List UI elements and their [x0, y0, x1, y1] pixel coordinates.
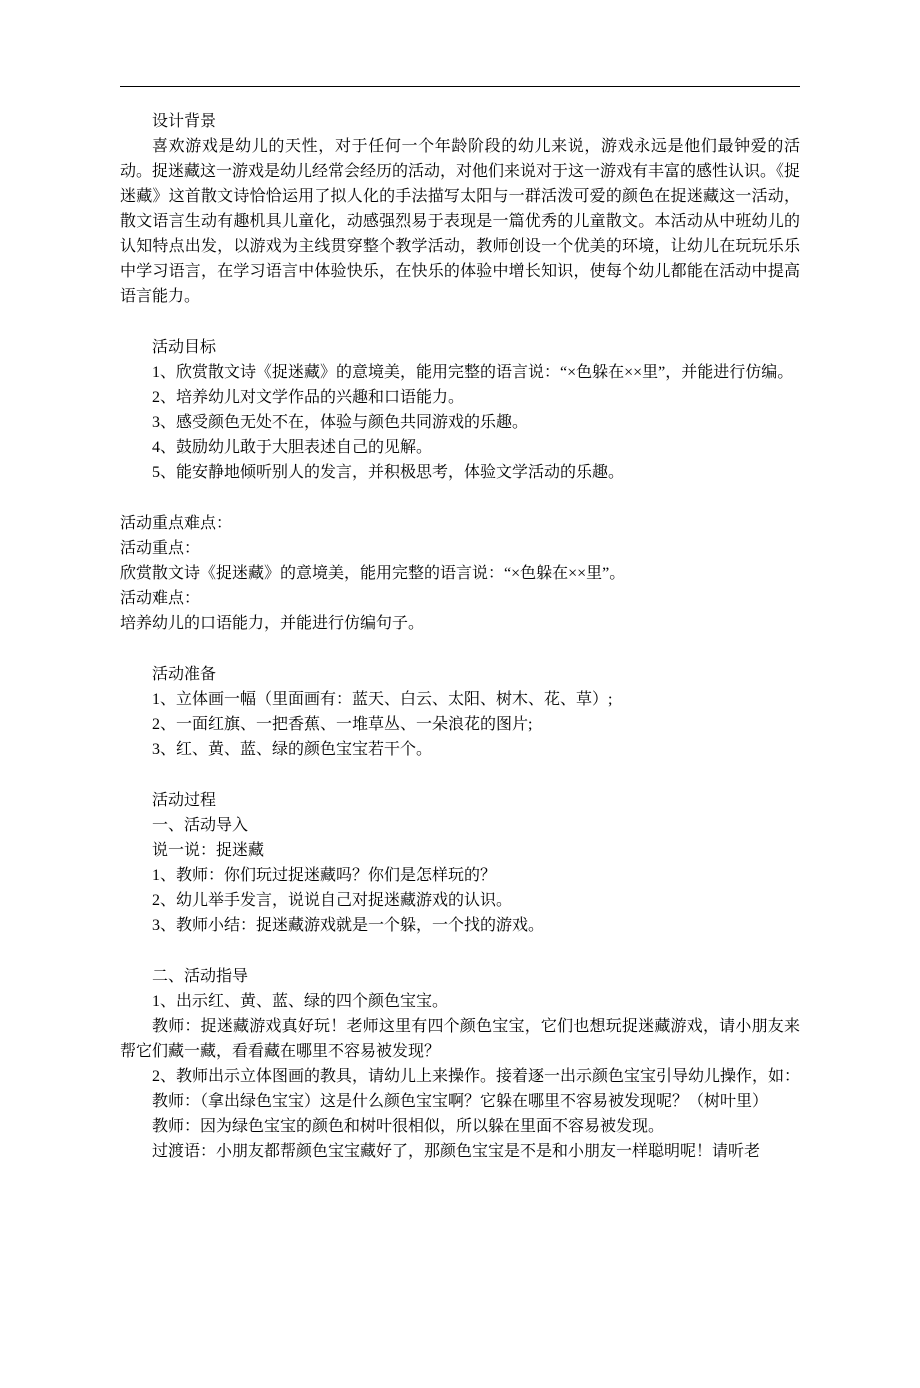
paragraph: 活动过程 — [152, 792, 217, 809]
paragraph: 1、出示红、黄、蓝、绿的四个颜色宝宝。 — [152, 993, 449, 1010]
paragraph: 3、教师小结：捉迷藏游戏就是一个躲，一个找的游戏。 — [152, 917, 545, 934]
paragraph: 2、一面红旗、一把香蕉、一堆草丛、一朵浪花的图片; — [152, 716, 533, 733]
paragraph: 活动重点： — [120, 540, 201, 557]
paragraph: 1、教师：你们玩过捉迷藏吗？你们是怎样玩的？ — [152, 867, 497, 884]
paragraph: 设计背景 — [152, 113, 217, 130]
paragraph: 教师：因为绿色宝宝的颜色和树叶很相似，所以躲在里面不容易被发现。 — [152, 1118, 665, 1135]
paragraph: 过渡语：小朋友都帮颜色宝宝藏好了，那颜色宝宝是不是和小朋友一样聪明呢！请听老 — [152, 1143, 761, 1160]
header-rule — [120, 86, 800, 87]
paragraph: 4、鼓励幼儿敢于大胆表述自己的见解。 — [152, 439, 433, 456]
paragraph: 1、立体画一幅（里面画有：蓝天、白云、太阳、树木、花、草）; — [152, 691, 613, 708]
paragraph: 1、欣赏散文诗《捉迷藏》的意境美，能用完整的语言说：“×色躲在××里”，并能进行仿编。 — [152, 364, 794, 381]
paragraph: 2、教师出示立体图画的教具，请幼儿上来操作。接着逐一出示颜色宝宝引导幼儿操作，如： — [152, 1068, 801, 1085]
paragraph: 5、能安静地倾听别人的发言，并积极思考，体验文学活动的乐趣。 — [152, 464, 625, 481]
document-page — [0, 86, 920, 1388]
paragraph: 欣赏散文诗《捉迷藏》的意境美，能用完整的语言说：“×色躲在××里”。 — [120, 565, 626, 582]
paragraph: 活动难点： — [120, 590, 201, 607]
paragraph: 活动目标 — [152, 339, 217, 356]
paragraph: 二、活动指导 — [152, 968, 249, 985]
paragraph: 教师：（拿出绿色宝宝）这是什么颜色宝宝啊？它躲在哪里不容易被发现呢？（树叶里） — [152, 1093, 769, 1110]
paragraph: 活动重点难点： — [120, 515, 233, 532]
paragraph: 说一说：捉迷藏 — [152, 842, 265, 859]
document-body — [120, 109, 800, 1164]
paragraph: 3、感受颜色无处不在，体验与颜色共同游戏的乐趣。 — [152, 414, 529, 431]
paragraph: 喜欢游戏是幼儿的天性，对于任何一个年龄阶段的幼儿来说，游戏永远是他们最钟爱的活动。捉迷藏这一游戏是幼儿经常会经历的活动，对他们来说对于这一游戏有丰富的感性认识。《捉迷藏》这首散文诗恰恰运用了拟人化的手法描写太阳与一群活泼可爱的颜色在捉迷藏这一活动，散文语言生动有趣机具儿童化，动感强烈易于表现是一篇优秀的儿童散文。本活动从中班幼儿的认知特点出发，以游戏为主线贯穿整个教学活动，教师创设一个优美的环境，让幼儿在玩玩乐乐中学习语言，在学习语言中体验快乐，在快乐的体验中增长知识，使每个幼儿都能在活动中提高语言能力。 — [120, 138, 801, 305]
paragraph: 活动准备 — [152, 666, 217, 683]
paragraph: 3、红、黄、蓝、绿的颜色宝宝若干个。 — [152, 741, 433, 758]
paragraph: 2、幼儿举手发言，说说自己对捉迷藏游戏的认识。 — [152, 892, 513, 909]
paragraph: 一、活动导入 — [152, 817, 249, 834]
paragraph: 2、培养幼儿对文学作品的兴趣和口语能力。 — [152, 389, 465, 406]
paragraph: 培养幼儿的口语能力，并能进行仿编句子。 — [120, 615, 425, 632]
paragraph: 教师：捉迷藏游戏真好玩！老师这里有四个颜色宝宝，它们也想玩捉迷藏游戏，请小朋友来帮它们藏一藏，看看藏在哪里不容易被发现？ — [120, 1018, 800, 1060]
